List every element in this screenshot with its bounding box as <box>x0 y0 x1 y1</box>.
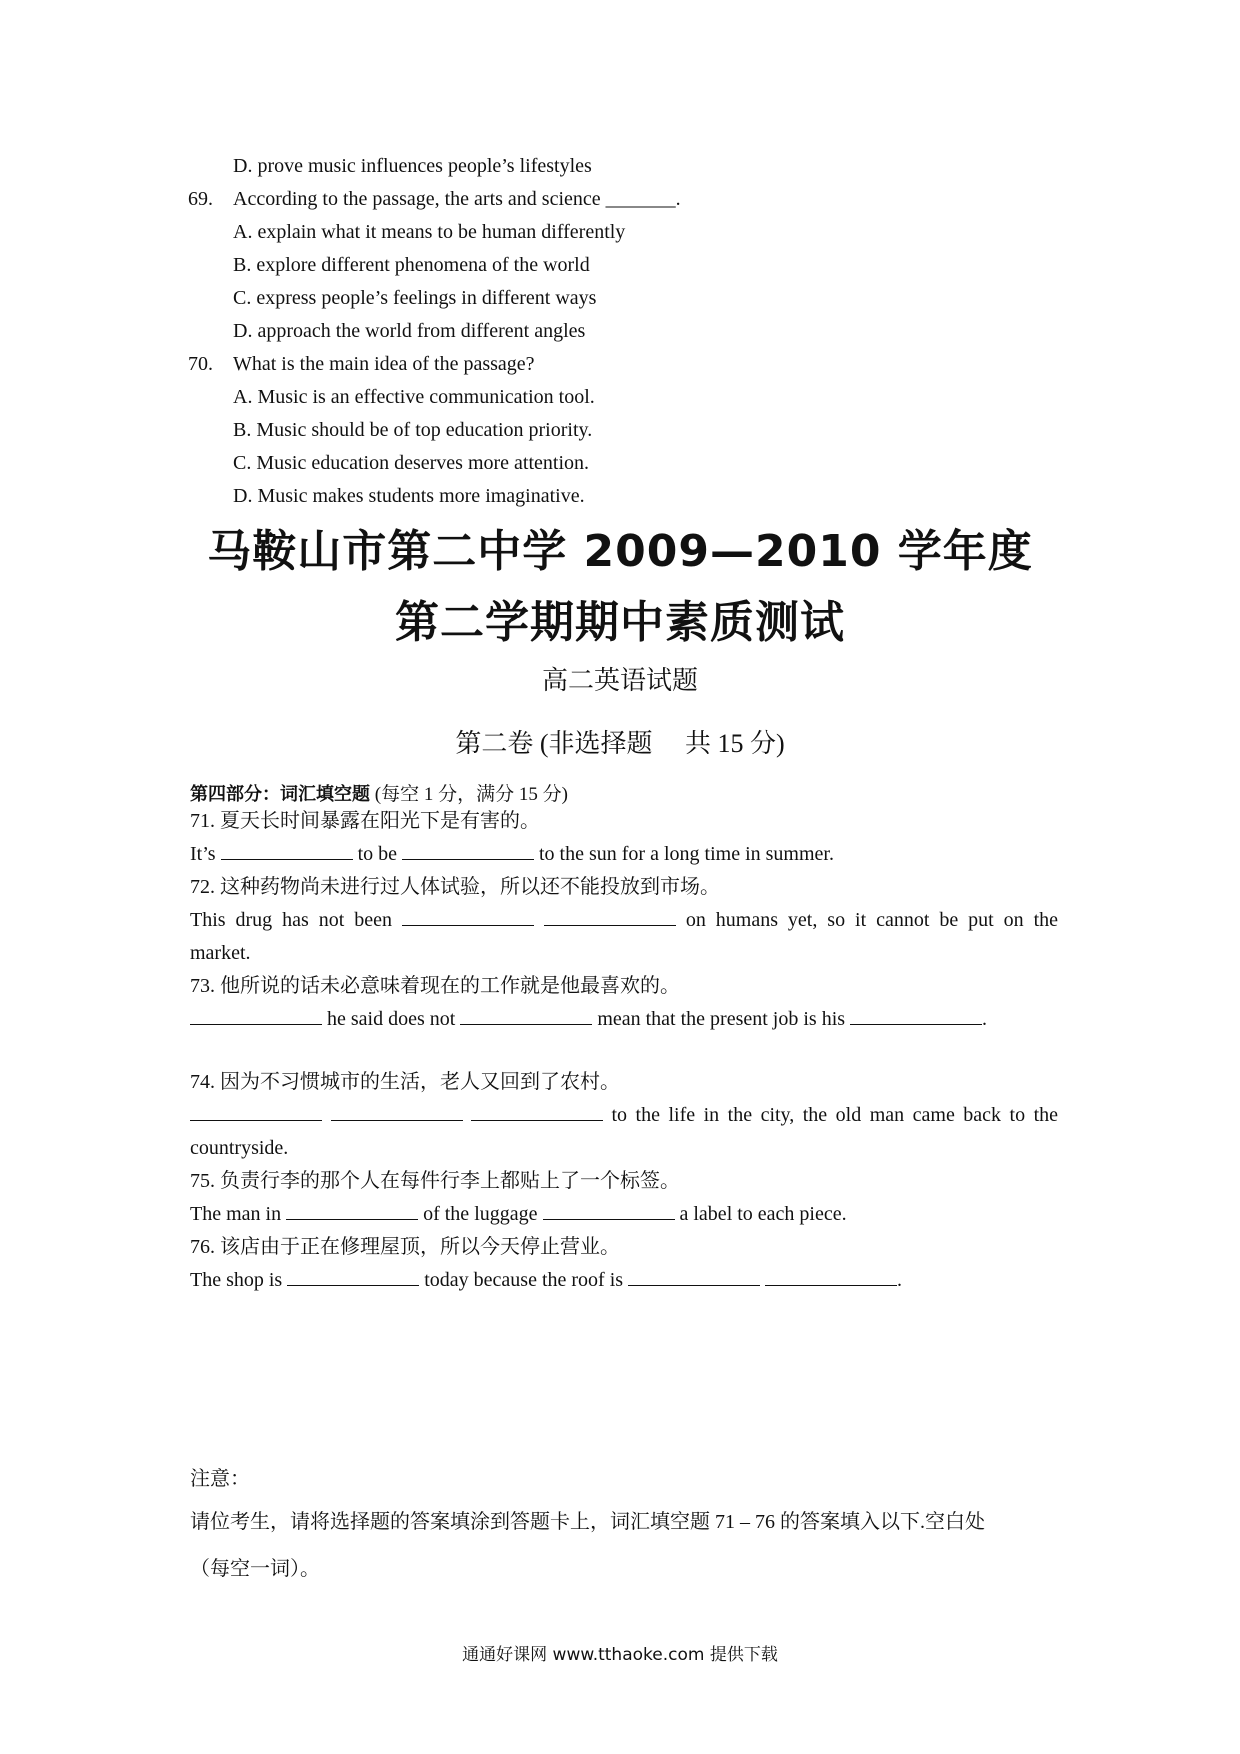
q69-option-a: A. explain what it means to be human differently <box>233 221 626 243</box>
q70-text: What is the main idea of the passage? <box>233 353 535 375</box>
q69-option-c: C. express people’s feelings in different ways <box>233 287 597 309</box>
q73-text-3: . <box>982 1008 988 1030</box>
q75-blank-2[interactable] <box>543 1201 675 1220</box>
notice-text: 请位考生，请将选择题的答案填涂到答题卡上，词汇填空题 71 – 76 的答案填入以下.空白处 <box>190 1511 985 1533</box>
q76-english <box>190 1266 902 1294</box>
q71-blank-2[interactable] <box>402 841 534 860</box>
q72-english-cont: market. <box>190 942 251 964</box>
q75-chinese: 75. 负责行李的那个人在每件行李上都贴上了一个标签。 <box>190 1170 680 1192</box>
q73-blank-1[interactable] <box>190 1006 322 1025</box>
q71-text-3: to the sun for a long time in summer. <box>534 843 834 865</box>
q75-text-1: The man in <box>190 1203 287 1225</box>
q72-blank-2[interactable] <box>544 907 676 926</box>
q69-number: 69. <box>188 188 213 210</box>
q75-text-3: a label to each piece. <box>674 1203 847 1225</box>
q70-option-c: C. Music education deserves more attention. <box>233 452 590 474</box>
section-title: 第四部分：词汇填空题 <box>190 784 370 805</box>
q76-text-4: . <box>897 1269 903 1291</box>
q73-text-1: he said does not <box>322 1008 461 1030</box>
q74-blank-2[interactable] <box>331 1102 463 1121</box>
q70-option-b: B. Music should be of top education priority. <box>233 419 593 441</box>
q74-english <box>190 1101 1058 1129</box>
q71-text-2: to be <box>352 843 402 865</box>
q71-blank-1[interactable] <box>221 841 353 860</box>
q69-text: According to the passage, the arts and science _______. <box>233 188 681 210</box>
exam-title-line2: 第二学期期中素质测试 <box>395 597 845 648</box>
exam-subject: 高二英语试题 <box>541 666 698 695</box>
q75-text-2: of the luggage <box>418 1203 543 1225</box>
section-heading <box>190 779 568 806</box>
q73-blank-3[interactable] <box>850 1006 982 1025</box>
q71-chinese: 71. 夏天长时间暴露在阳光下是有害的。 <box>190 810 540 832</box>
notice-text-2: （每空一词）。 <box>190 1558 320 1580</box>
q72-chinese: 72. 这种药物尚未进行过人体试验，所以还不能投放到市场。 <box>190 876 720 898</box>
notice-label: 注意： <box>190 1468 250 1490</box>
q76-text-2: today because the roof is <box>419 1269 629 1291</box>
q74-blank-3[interactable] <box>471 1102 603 1121</box>
q74-english-cont: countryside. <box>190 1137 289 1159</box>
section-scoring: (每空 1 分，满分 15 分) <box>370 784 568 805</box>
footer-download-note: 通通好课网 www.tthaoke.com 提供下载 <box>462 1645 778 1665</box>
q72-text-1: This drug has not been <box>190 909 392 931</box>
q72-english <box>190 906 1058 934</box>
q73-chinese: 73. 他所说的话未必意味着现在的工作就是他最喜欢的。 <box>190 975 680 997</box>
q69-option-b: B. explore different phenomena of the world <box>233 254 590 276</box>
q73-text-2: mean that the present job is his <box>592 1008 851 1030</box>
exam-volume: 第二卷 (非选择题 共 15 分) <box>455 729 785 758</box>
exam-title-line1: 马鞍山市第二中学 2009—2010 学年度 <box>207 526 1033 577</box>
q69-stem <box>188 185 681 213</box>
q75-english <box>190 1200 847 1228</box>
q71-english <box>190 840 834 868</box>
q76-text-1: The shop is <box>190 1269 288 1291</box>
q71-text-1: It’s <box>190 843 221 865</box>
q76-blank-1[interactable] <box>287 1267 419 1286</box>
q74-chinese: 74. 因为不习惯城市的生活，老人又回到了农村。 <box>190 1071 620 1093</box>
q70-stem <box>188 350 535 378</box>
q75-blank-1[interactable] <box>286 1201 418 1220</box>
q76-blank-2[interactable] <box>628 1267 760 1286</box>
q74-text-1: to the life in the city, the old man came back to the <box>611 1104 1059 1126</box>
q72-blank-1[interactable] <box>402 907 534 926</box>
q70-number: 70. <box>188 353 213 375</box>
q68-option-d: D. prove music influences people’s lifestyles <box>233 155 592 177</box>
q74-blank-1[interactable] <box>190 1102 322 1121</box>
q73-english <box>190 1005 987 1033</box>
q69-option-d: D. approach the world from different angles <box>233 320 586 342</box>
q72-text-2: on humans yet, so it cannot be put on the <box>685 909 1059 931</box>
q76-chinese: 76. 该店由于正在修理屋顶，所以今天停止营业。 <box>190 1236 620 1258</box>
q70-option-d: D. Music makes students more imaginative. <box>233 485 585 507</box>
q70-option-a: A. Music is an effective communication tool. <box>233 386 595 408</box>
q73-blank-2[interactable] <box>460 1006 592 1025</box>
q76-blank-3[interactable] <box>765 1267 897 1286</box>
